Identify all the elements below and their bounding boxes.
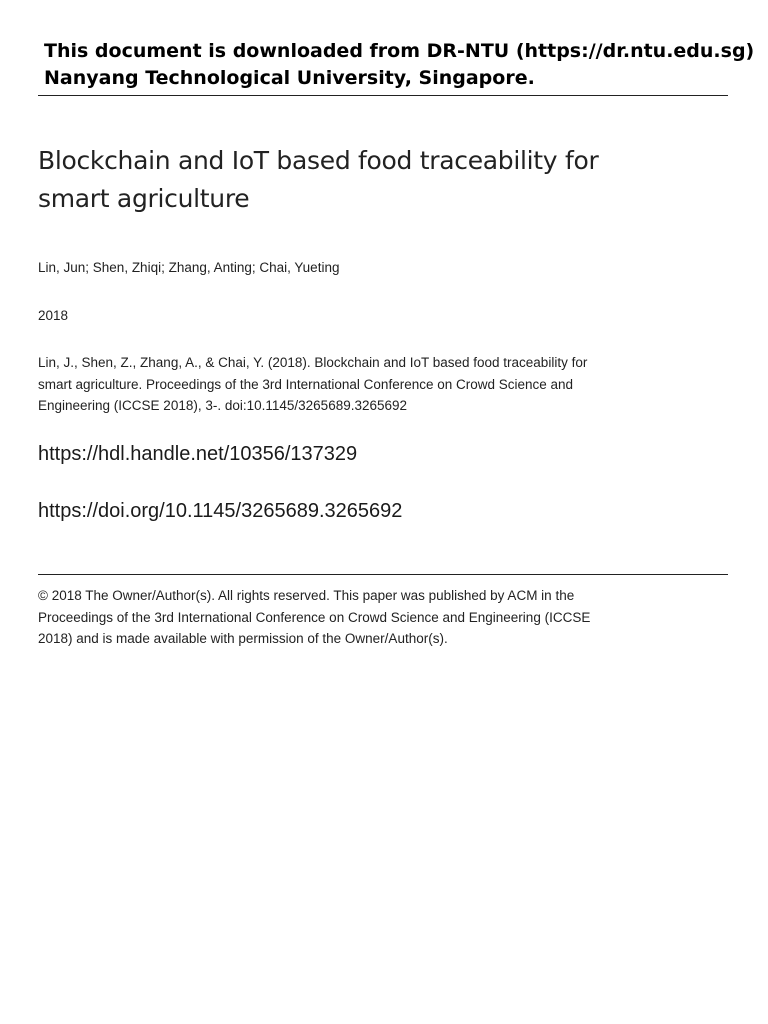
handle-link[interactable]: https://hdl.handle.net/10356/137329: [38, 443, 358, 465]
copyright-notice: [38, 585, 658, 650]
copyright-line: Proceedings of the 3rd International Conference on Crowd Science and Engineering (ICCSE: [38, 609, 591, 625]
citation-line: Engineering (ICCSE 2018), 3‑. doi:10.1145/3265689.3265692: [38, 398, 408, 413]
header-university: Nanyang Technological University, Singapore.: [44, 67, 535, 89]
divider: [38, 574, 728, 575]
paper-year: 2018: [38, 308, 69, 323]
repository-header: [38, 38, 755, 96]
copyright-line: 2018) and is made available with permission of the Owner/Author(s).: [38, 631, 448, 646]
header-download-notice: This document is downloaded from DR‑NTU (https://dr.ntu.edu.sg): [44, 40, 755, 62]
citation-line: smart agriculture. Proceedings of the 3rd International Conference on Crowd Science and: [38, 376, 574, 392]
copyright-line: © 2018 The Owner/Author(s). All rights reserved. This paper was published by ACM in the: [38, 588, 575, 603]
paper-authors: Lin, Jun; Shen, Zhiqi; Zhang, Anting; Chai, Yueting: [38, 260, 340, 275]
paper-title: Blockchain and IoT based food traceability for smart agriculture: [38, 146, 599, 213]
citation-line: Lin, J., Shen, Z., Zhang, A., & Chai, Y. (2018). Blockchain and IoT based food traceability for: [38, 355, 588, 370]
paper-citation: [38, 352, 638, 417]
doi-link[interactable]: https://doi.org/10.1145/3265689.3265692: [38, 500, 403, 522]
